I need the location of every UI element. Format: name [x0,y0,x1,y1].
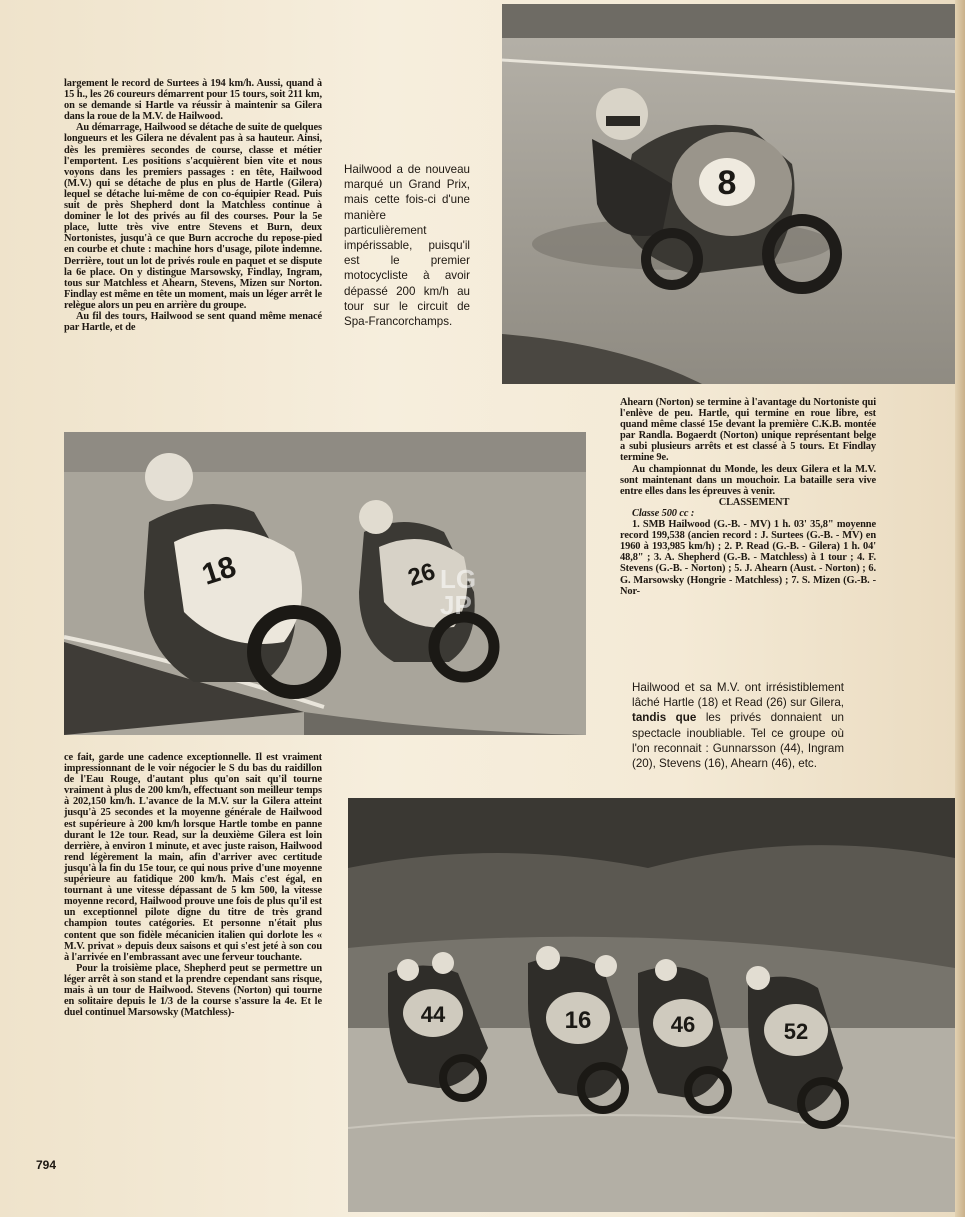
photo2-number-26: 26 [404,557,439,592]
photo3-number-46: 46 [670,1012,696,1037]
photo-caption-top: Hailwood a de nouveau marqué un Grand Prix, mais cette fois-ci d'une manière particulièrement impérissable, puisqu'il est le premier motocycliste à avoir dépassé 200 km/h au tour sur le circuit de Spa-Francorchamps. [344,163,470,329]
page-number: 794 [36,1158,57,1172]
article-column-bottom-left [64,752,322,1018]
paragraph: largement le record de Surtees à 194 km/h. Aussi, quand à 15 h., les 26 coureurs démarrent pour 15 tours, soit 211 km, on se demande si Hartle va réussir à maintenir sa Gilera dans la roue de la M.V. de Hailwood. [64,78,322,123]
article-column-right [620,397,876,597]
watermark-logo: LG JP [440,564,477,620]
caption-emphasis: tandis que [632,711,697,725]
photo3-number-52: 52 [783,1019,809,1044]
photo-hailwood-rider [502,4,960,384]
photo-privateers-image [348,798,955,1212]
paragraph: Ahearn (Norton) se termine à l'avantage du Nortoniste qui l'enlève de peu. Hartle, qui termine en roue libre, est quand même classé 15e devant la première C.K.B. montée par Randla. Bogaerdt (Norton) unique représentant belge a subi plusieurs arrêts et est classé à 5 tours. Et Findlay termine 9e. [620,397,876,464]
photo-hartle-read-image [64,432,586,735]
paragraph: Au démarrage, Hailwood se détache de suite de quelques longueurs et les Gilera ne dévalent pas à sa hauteur. Ainsi, dès les premières secondes de course, classe et métier l'emportent. Les positions s'acquièrent bien vite et nous voyons dans les premiers passages : en tête, Hailwood (M.V.) qui se détache de plus en plus de Hartle (Gilera) lequel se détache lui-même de con co-équipier Read. Puis suit de près Shepherd dont la Matchless continue à dominer le lot des privés au fil des courses. Pour la 5e place, lutte très vive entre Stevens et Burn, deux Nortonistes, jusqu'à ce que Burn accroche du repose-pied en courbe et chute : machine hors d'usage, pilote indemne. Derrière, tout un lot de privés roule en paquet et se dispute la 6e place. On y distingue Marsowsky, Findlay, Ingram, tous sur Matchless et Ahearn, Stevens, Mizen sur Norton. Findlay est même en tête un moment, mais un léger arrêt le relègue alors un peu en arrière du groupe. [64,122,322,311]
page-edge [955,0,965,1217]
photo-privateers-group [348,798,955,1212]
paragraph: ce fait, garde une cadence exceptionnelle. Il est vraiment impressionnant de le voir négocier le S du bas du raidillon de l'Eau Rouge, d'autant plus qu'on sait qu'il tourne vraiment à plus de 200 km/h, effectuant son meilleur temps à 202,150 km/h. L'avance de la M.V. sur la Gilera atteint jusqu'à 25 secondes et la moyenne générale de Hailwood est supérieure à 200 km/h lorsque Hartle tombe en panne durant le 12e tour. Read, sur la deuxième Gilera est loin derrière, à environ 1 minute, et avec juste raison, Hailwood rend légèrement la main, afin d'arriver avec certitude jusqu'à la fin du 15e tour, ce qui nous prive d'une moyenne supérieure au fatidique 200 km/h. Mais c'est égal, en tournant à une vitesse dépassant de 5 km 500, la vitesse moyenne record, Hailwood prouve une fois de plus qu'il est un exceptionnel pilote digne du titre de très grand champion toutes catégories. Et personne n'était plus content que son fidèle mécanicien italien qui dorlote les « M.V. privat » depuis deux saisons et qui s'est jeté à son cou à l'arrivée en l'embrassant avec une ferveur touchante. [64,752,322,963]
photo-caption-middle: Hailwood et sa M.V. ont irrésistiblement lâché Hartle (18) et Read (26) sur Gilera, tandis que les privés donnaient un spectacle inoubliable. Tel ce groupe où l'on reconnait : Gunnarsson (44), Ingram (20), Stevens (16), Ahearn (46), etc. [632,681,844,771]
photo-hartle-read [64,432,586,735]
paragraph: Pour la troisième place, Shepherd peut se permettre un léger arrêt à son stand et la prendre cependant sans risque, mais à un tour de Hailwood. Stevens (Norton) qui tourne en solitaire depuis le 1/3 de la course s'assure la 4e. Et le duel continuel Marsowsky (Matchless)- [64,962,322,1019]
photo3-number-16: 16 [564,1007,592,1034]
photo-hailwood-image [502,4,960,384]
classement-results: 1. SMB Hailwood (G.-B. - MV) 1 h. 03' 35,8" moyenne record 199,538 (ancien record : J. Surtees (G.-B. - MV) en 1960 à 193,985 km/h) ; 2. P. Read (G.-B. - Gilera) 1 h. 04' 48,8" ; 3. A. Shepherd (G.-B. - Matchless) à 1 tour ; 4. F. Stevens (G.-B. - Norton) ; 5. J. Ahearn (Aust. - Norton) ; 6. G. Marsowsky (Hongrie - Matchless) ; 7. S. Mizen (G.-B. - Nor- [620,519,876,597]
classement-class: Classe 500 cc : [632,507,695,519]
paragraph: Au championnat du Monde, les deux Gilera et la M.V. sont maintenant dans un mouchoir. La bataille sera vive entre elles dans les épreuves à venir. [620,463,876,497]
photo1-race-number: 8 [717,164,737,202]
paragraph: Au fil des tours, Hailwood se sent quand même menacé par Hartle, et de [64,310,322,334]
classement-title: CLASSEMENT [718,496,790,508]
photo2-number-18: 18 [198,550,241,592]
photo3-number-44: 44 [420,1002,446,1027]
article-column-top-left [64,78,322,333]
